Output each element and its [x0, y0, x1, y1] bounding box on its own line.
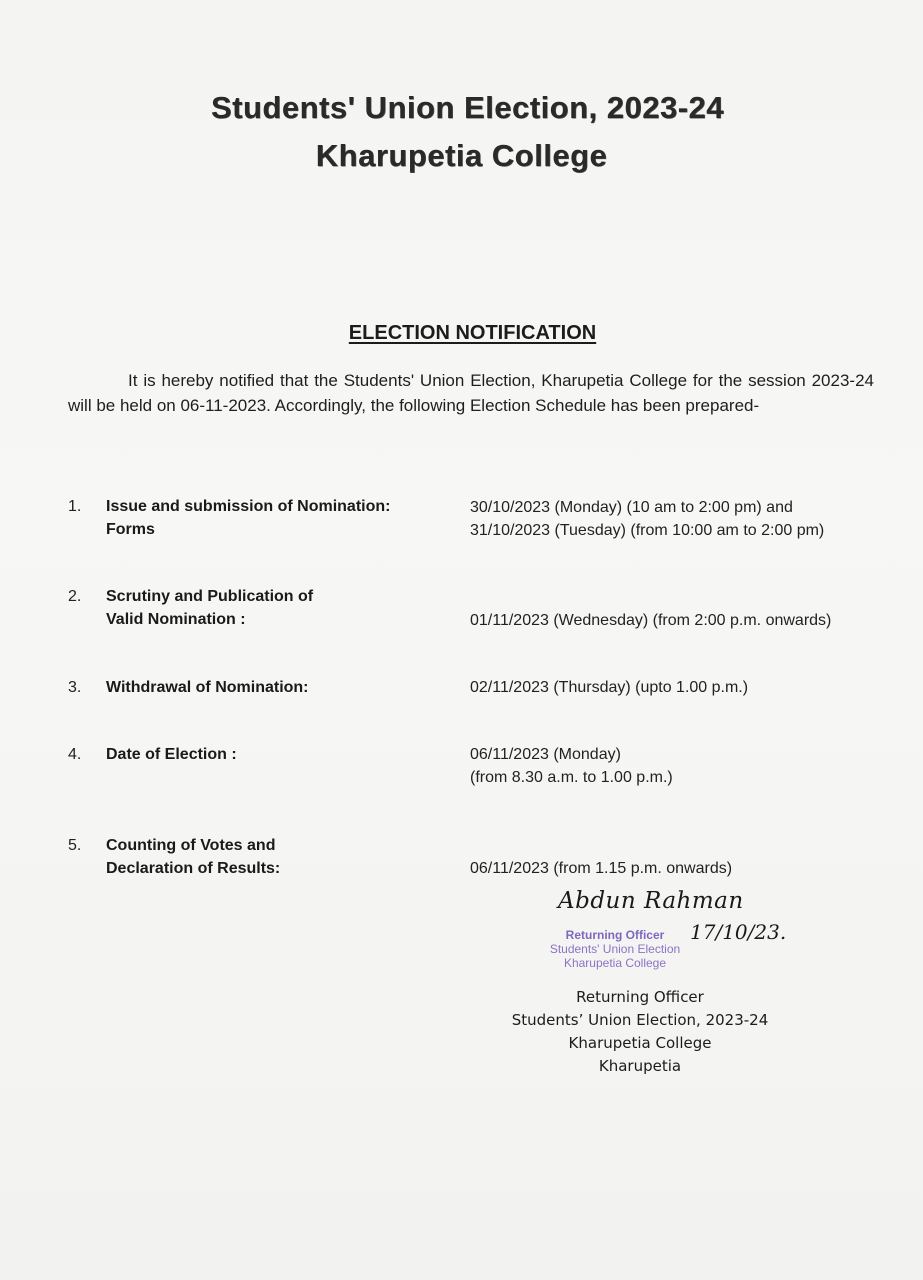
stamp-line: Kharupetia College [563, 956, 667, 970]
handwritten-signature: Abdun Rahman [558, 888, 744, 914]
officer-election: Students’ Union Election, 2023-24 [511, 1011, 769, 1029]
item-number: 3. [68, 679, 82, 696]
college-name: Kharupetia College [315, 138, 608, 173]
item-value-line: 02/11/2023 (Thursday) (upto 1.00 p.m.) [470, 679, 749, 696]
item-label-line: Date of Election : [106, 746, 237, 763]
item-value-line: (from 8.30 a.m. to 1.00 p.m.) [470, 769, 673, 786]
notification-heading: ELECTION NOTIFICATION [348, 322, 597, 344]
item-number: 5. [68, 837, 82, 854]
item-label [106, 585, 426, 631]
item-label [106, 495, 426, 541]
item-label-line: Scrutiny and Publication of [106, 588, 314, 605]
officer-place: Kharupetia [598, 1057, 682, 1075]
item-label-line: Issue and submission of Nomination: [106, 498, 391, 515]
item-value-line: 30/10/2023 (Monday) (10 am to 2:00 pm) and [470, 499, 793, 516]
item-label-line: Counting of Votes and [106, 837, 276, 854]
stamp-line: Returning Officer [565, 928, 665, 942]
notification-intro: It is hereby notified that the Students' Union Election, Kharupetia College for the session 2023-24 will be held on 06-11-2023. Accordingly, the following Election Schedule has been prepared- [68, 371, 874, 415]
item-label [106, 834, 426, 880]
item-value [470, 857, 880, 880]
item-label-line: Valid Nomination : [106, 611, 246, 628]
item-value-line: 01/11/2023 (Wednesday) (from 2:00 p.m. onwards) [470, 612, 832, 629]
item-label [106, 743, 426, 766]
item-value-line: 06/11/2023 (Monday) [470, 746, 621, 763]
item-value-line: 31/10/2023 (Tuesday) (from 10:00 am to 2:00 pm) [470, 522, 825, 539]
officer-title: Returning Officer [576, 988, 704, 1006]
item-number: 2. [68, 588, 82, 605]
officer-college: Kharupetia College [568, 1034, 712, 1052]
official-stamp [520, 928, 710, 970]
signature-area [500, 880, 820, 970]
item-value [470, 496, 880, 542]
signature-date: 17/10/23. [690, 920, 787, 944]
item-label-line: Withdrawal of Nomination: [106, 679, 309, 696]
item-value [470, 743, 880, 789]
item-value [470, 676, 880, 699]
item-number: 1. [68, 498, 82, 515]
document-title: Students' Union Election, 2023-24 [210, 90, 725, 125]
stamp-line: Students' Union Election [549, 942, 681, 956]
item-value-line: 06/11/2023 (from 1.15 p.m. onwards) [470, 860, 733, 877]
item-number: 4. [68, 746, 82, 763]
item-value [470, 609, 880, 632]
officer-designation [480, 986, 800, 1078]
item-label-line: Declaration of Results: [106, 860, 281, 877]
item-label [106, 676, 426, 699]
item-label-line: Forms [106, 521, 155, 538]
